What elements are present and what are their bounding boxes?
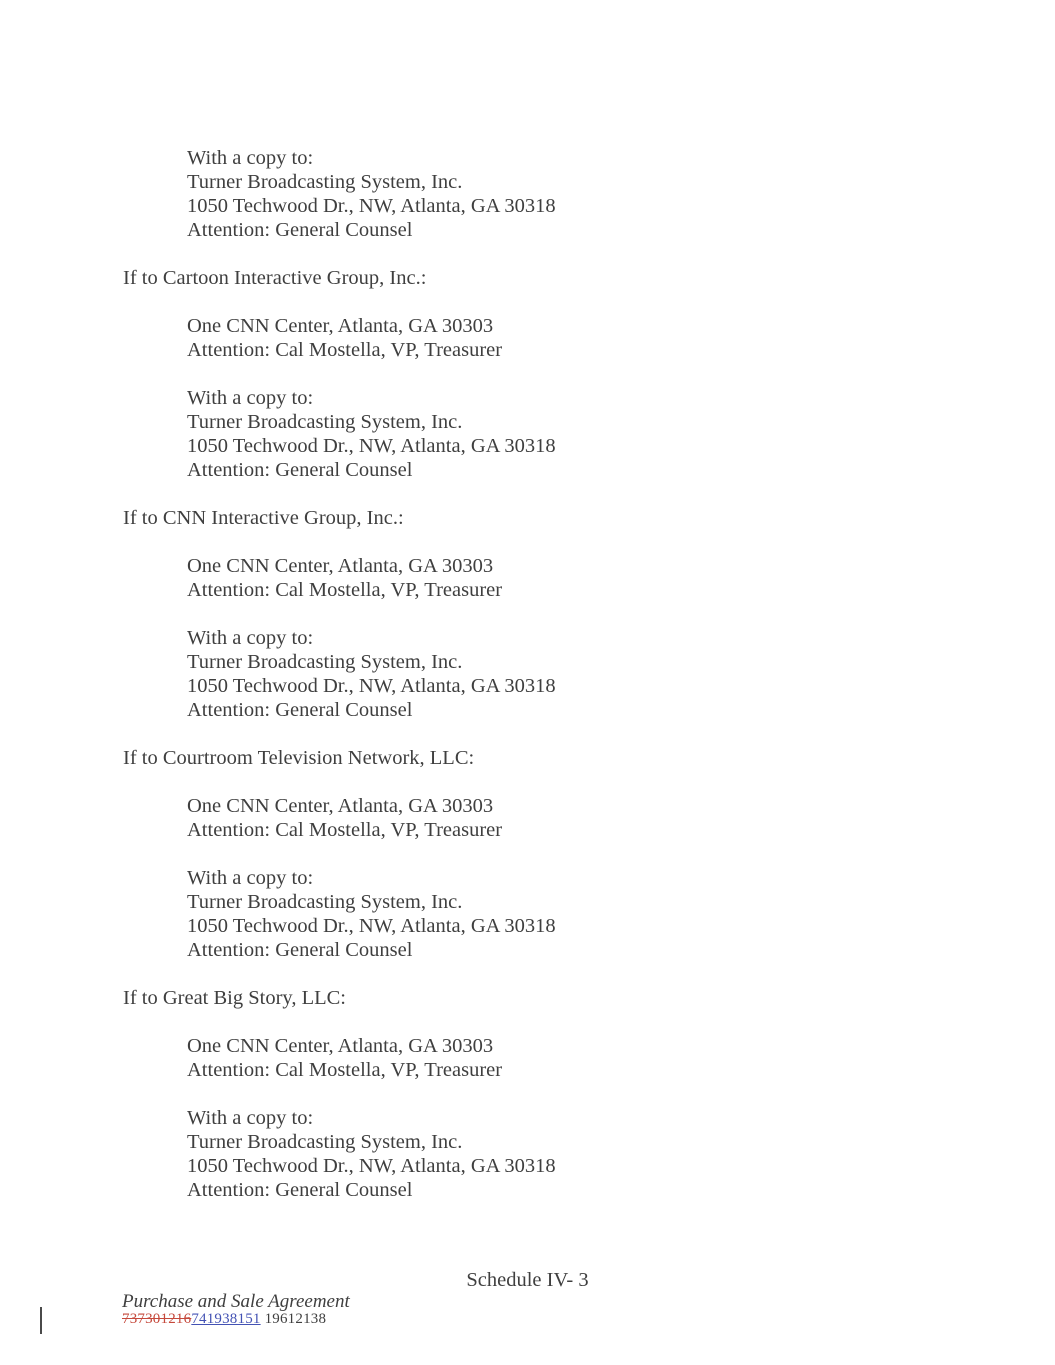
copy-line: Turner Broadcasting System, Inc. xyxy=(187,171,463,193)
copy-line: 1050 Techwood Dr., NW, Atlanta, GA 30318 xyxy=(187,675,556,697)
schedule-page-label: Schedule IV- 3 xyxy=(466,1269,589,1291)
copy-line: Attention: General Counsel xyxy=(187,219,413,241)
address-line: Attention: Cal Mostella, VP, Treasurer xyxy=(187,1059,503,1081)
doc-number-deleted: 737301216 xyxy=(122,1311,192,1327)
notice-address-block xyxy=(0,314,1055,362)
notice-address-block xyxy=(0,1034,1055,1082)
notice-address-block xyxy=(0,554,1055,602)
notice-copy-block xyxy=(0,1106,1055,1202)
section-header-cartoon-interactive: If to Cartoon Interactive Group, Inc.: xyxy=(123,267,427,289)
document-number-line xyxy=(122,1310,326,1328)
notice-address-block xyxy=(0,794,1055,842)
copy-line: With a copy to: xyxy=(187,627,314,649)
copy-line: With a copy to: xyxy=(187,867,314,889)
document-body xyxy=(0,146,1055,1226)
address-line: Attention: Cal Mostella, VP, Treasurer xyxy=(187,819,503,841)
address-line: One CNN Center, Atlanta, GA 30303 xyxy=(187,555,494,577)
copy-line: 1050 Techwood Dr., NW, Atlanta, GA 30318 xyxy=(187,435,556,457)
doc-number-inserted: 741938151 xyxy=(191,1311,261,1327)
copy-line: 1050 Techwood Dr., NW, Atlanta, GA 30318 xyxy=(187,1155,556,1177)
address-line: One CNN Center, Atlanta, GA 30303 xyxy=(187,315,494,337)
notice-copy-block xyxy=(0,386,1055,482)
copy-line: With a copy to: xyxy=(187,147,314,169)
copy-line: 1050 Techwood Dr., NW, Atlanta, GA 30318 xyxy=(187,915,556,937)
notice-copy-block xyxy=(0,626,1055,722)
address-line: Attention: Cal Mostella, VP, Treasurer xyxy=(187,579,503,601)
copy-line: With a copy to: xyxy=(187,387,314,409)
copy-line: Attention: General Counsel xyxy=(187,1179,413,1201)
notice-copy-block xyxy=(0,866,1055,962)
address-line: Attention: Cal Mostella, VP, Treasurer xyxy=(187,339,503,361)
copy-line: Turner Broadcasting System, Inc. xyxy=(187,891,463,913)
revision-change-bar xyxy=(40,1307,42,1334)
agreement-title: Purchase and Sale Agreement xyxy=(122,1291,350,1312)
copy-line: 1050 Techwood Dr., NW, Atlanta, GA 30318 xyxy=(187,195,556,217)
address-line: One CNN Center, Atlanta, GA 30303 xyxy=(187,795,494,817)
section-header-great-big-story: If to Great Big Story, LLC: xyxy=(123,987,346,1009)
copy-line: Attention: General Counsel xyxy=(187,699,413,721)
address-line: One CNN Center, Atlanta, GA 30303 xyxy=(187,1035,494,1057)
copy-line: Attention: General Counsel xyxy=(187,459,413,481)
copy-line: With a copy to: xyxy=(187,1107,314,1129)
notice-copy-block xyxy=(0,146,1055,242)
section-header-courtroom-television: If to Courtroom Television Network, LLC: xyxy=(123,747,475,769)
copy-line: Attention: General Counsel xyxy=(187,939,413,961)
section-header-cnn-interactive: If to CNN Interactive Group, Inc.: xyxy=(123,507,404,529)
copy-line: Turner Broadcasting System, Inc. xyxy=(187,651,463,673)
copy-line: Turner Broadcasting System, Inc. xyxy=(187,1131,463,1153)
doc-number-final: 19612138 xyxy=(264,1311,327,1327)
copy-line: Turner Broadcasting System, Inc. xyxy=(187,411,463,433)
